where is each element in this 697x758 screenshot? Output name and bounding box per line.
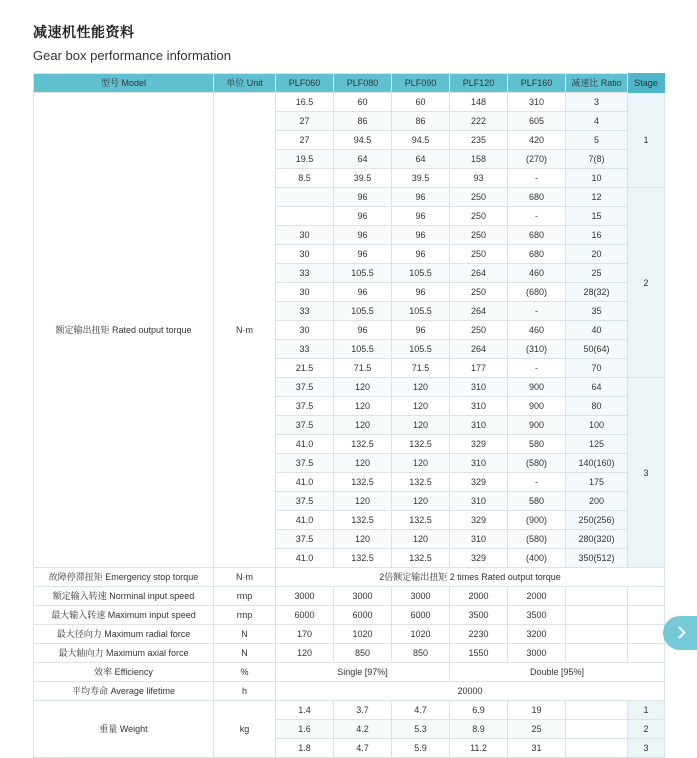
row-label-en: Norminal input speed [109,591,195,601]
row-unit-average-lifetime: h [214,682,276,701]
cell-plf160: - [508,169,566,188]
cell-plf160: (310) [508,340,566,359]
cell-plf120: 11.2 [450,739,508,758]
cell-plf160: 580 [508,435,566,454]
cell-plf080: 60 [334,93,392,112]
table-row-maximum-axial-force [34,644,665,663]
cell-plf160: 3000 [508,644,566,663]
cell-plf090: 3000 [392,587,450,606]
cell-plf120: 264 [450,340,508,359]
cell-plf120: 310 [450,492,508,511]
cell-plf060: 30 [276,321,334,340]
col-header-plf120: PLF120 [450,74,508,93]
cell-ratio: 25 [566,264,628,283]
cell-plf160: 605 [508,112,566,131]
cell-plf060: 21.5 [276,359,334,378]
cell-plf120: 264 [450,302,508,321]
cell-plf060 [276,207,334,226]
cell-plf160: 25 [508,720,566,739]
cell-plf120: 177 [450,359,508,378]
cell-plf160: 2000 [508,587,566,606]
cell-plf080: 4.2 [334,720,392,739]
table-row-nominal-input-speed [34,587,665,606]
cell-plf080: 96 [334,226,392,245]
cell-plf090: 96 [392,321,450,340]
row-label-en: Efficiency [114,667,153,677]
cell-ratio: 5 [566,131,628,150]
row-label-rated-output-torque [34,93,214,568]
table-row [34,93,665,112]
cell-plf080: 4.7 [334,739,392,758]
cell-plf080: 105.5 [334,264,392,283]
cell-plf160: 680 [508,226,566,245]
cell-plf060: 6000 [276,606,334,625]
cell-plf080: 96 [334,245,392,264]
table-row-efficiency [34,663,665,682]
cell-plf160: 900 [508,416,566,435]
table-row-maximum-radial-force [34,625,665,644]
cell-plf090: 120 [392,454,450,473]
cell-plf160: 460 [508,264,566,283]
cell-plf120: 222 [450,112,508,131]
cell-stage-1: 1 [628,93,665,188]
cell-plf090: 120 [392,397,450,416]
scroll-to-next-icon[interactable] [663,616,697,650]
cell-ratio: 15 [566,207,628,226]
row-label-cn: 额定输入转速 [52,591,107,601]
row-label-cn: 效率 [94,667,113,677]
cell-plf060: 37.5 [276,530,334,549]
cell-ratio: 7(8) [566,150,628,169]
cell-plf090: 96 [392,188,450,207]
cell-plf060: 30 [276,226,334,245]
row-label-maximum-radial-force [34,625,214,644]
cell-ratio-empty [566,625,628,644]
cell-plf090: 86 [392,112,450,131]
cell-plf060: 1.4 [276,701,334,720]
cell-stage-2: 2 [628,188,665,378]
cell-plf120: 2000 [450,587,508,606]
cell-plf060: 41.0 [276,473,334,492]
cell-plf120: 3500 [450,606,508,625]
cell-stage: 1 [628,701,665,720]
row-label-cn: 最大输入转速 [51,610,106,620]
cell-plf120: 250 [450,283,508,302]
cell-plf060: 30 [276,283,334,302]
cell-ratio-empty [566,720,628,739]
cell-plf120: 329 [450,549,508,568]
cell-plf090: 120 [392,530,450,549]
cell-plf090: 64 [392,150,450,169]
cell-plf080: 120 [334,397,392,416]
cell-plf080: 1020 [334,625,392,644]
cell-plf160: - [508,359,566,378]
cell-plf120: 310 [450,416,508,435]
cell-plf060: 37.5 [276,492,334,511]
col-header-plf080: PLF080 [334,74,392,93]
cell-plf160: 900 [508,397,566,416]
cell-plf090: 5.3 [392,720,450,739]
cell-plf120: 250 [450,188,508,207]
cell-ratio-empty [566,701,628,720]
cell-plf160: 3500 [508,606,566,625]
cell-stage-3: 3 [628,378,665,568]
cell-plf090: 120 [392,378,450,397]
cell-ratio: 3 [566,93,628,112]
cell-stage-empty [628,587,665,606]
cell-plf090: 60 [392,93,450,112]
table-row-weight [34,701,665,720]
cell-plf160: 310 [508,93,566,112]
cell-ratio: 50(64) [566,340,628,359]
row-label-cn: 平均寿命 [72,686,109,696]
page-title-en: Gear box performance information [33,48,231,63]
cell-plf090: 132.5 [392,473,450,492]
cell-plf160: (400) [508,549,566,568]
cell-plf080: 105.5 [334,340,392,359]
col-header-ratio: 减速比 Ratio [566,74,628,93]
row-label-en: Emergency stop torque [105,572,199,582]
cell-plf060: 120 [276,644,334,663]
cell-plf090: 1020 [392,625,450,644]
cell-plf160: 420 [508,131,566,150]
cell-plf120: 310 [450,454,508,473]
col-header-unit: 单位 Unit [214,74,276,93]
cell-plf060: 37.5 [276,397,334,416]
cell-plf160: 680 [508,245,566,264]
cell-plf090: 132.5 [392,511,450,530]
row-unit-efficiency: % [214,663,276,682]
cell-plf160: 900 [508,378,566,397]
cell-plf060: 37.5 [276,416,334,435]
cell-plf060: 27 [276,112,334,131]
cell-plf060: 170 [276,625,334,644]
row-label-maximum-axial-force [34,644,214,663]
cell-plf090: 105.5 [392,264,450,283]
cell-ratio: 200 [566,492,628,511]
cell-plf090: 120 [392,492,450,511]
cell-plf060: 41.0 [276,435,334,454]
cell-plf060: 41.0 [276,511,334,530]
row-unit-maximum-input-speed: rmp [214,606,276,625]
cell-ratio: 35 [566,302,628,321]
cell-plf090: 105.5 [392,302,450,321]
cell-plf060: 8.5 [276,169,334,188]
cell-ratio-empty [566,739,628,758]
table-row-emergency-stop [34,568,665,587]
cell-plf090: 96 [392,245,450,264]
cell-plf090: 71.5 [392,359,450,378]
cell-plf120: 235 [450,131,508,150]
col-header-plf160: PLF160 [508,74,566,93]
cell-plf080: 86 [334,112,392,131]
cell-plf080: 6000 [334,606,392,625]
cell-plf060: 33 [276,264,334,283]
cell-plf120: 329 [450,473,508,492]
cell-plf120: 6.9 [450,701,508,720]
cell-plf090: 96 [392,226,450,245]
cell-plf120: 310 [450,378,508,397]
cell-ratio: 140(160) [566,454,628,473]
row-label-cn: 最大径向力 [56,629,102,639]
row-label-cn: 重量 [99,724,118,734]
cell-plf160: 31 [508,739,566,758]
row-label-efficiency [34,663,214,682]
row-label-emergency-stop [34,568,214,587]
cell-plf080: 132.5 [334,511,392,530]
cell-emergency-stop-value: 2倍额定输出扭矩 2 times Rated output torque [276,568,665,587]
cell-plf160: 680 [508,188,566,207]
cell-plf090: 850 [392,644,450,663]
cell-plf090: 5.9 [392,739,450,758]
cell-ratio: 100 [566,416,628,435]
cell-plf060: 1.8 [276,739,334,758]
cell-plf060 [276,188,334,207]
col-header-plf090: PLF090 [392,74,450,93]
cell-ratio: 10 [566,169,628,188]
cell-ratio: 175 [566,473,628,492]
cell-plf160: 3200 [508,625,566,644]
cell-plf080: 120 [334,454,392,473]
row-label-en: Maximum radial force [104,629,191,639]
cell-plf060: 30 [276,245,334,264]
cell-plf090: 132.5 [392,549,450,568]
cell-plf160: (900) [508,511,566,530]
cell-plf080: 3000 [334,587,392,606]
cell-plf080: 105.5 [334,302,392,321]
cell-plf060: 33 [276,340,334,359]
cell-ratio: 28(32) [566,283,628,302]
cell-ratio: 12 [566,188,628,207]
cell-plf120: 250 [450,245,508,264]
cell-plf120: 1550 [450,644,508,663]
cell-plf090: 132.5 [392,435,450,454]
cell-plf090: 96 [392,207,450,226]
cell-plf080: 132.5 [334,549,392,568]
cell-plf080: 850 [334,644,392,663]
row-label-en: Maximum axial force [106,648,189,658]
cell-plf060: 16.5 [276,93,334,112]
table-body [34,93,665,758]
cell-plf160: - [508,302,566,321]
cell-plf060: 3000 [276,587,334,606]
table-row-average-lifetime [34,682,665,701]
row-label-cn: 额定输出扭矩 [55,325,110,335]
row-label-cn: 最大轴向力 [58,648,104,658]
cell-average-lifetime-value: 20000 [276,682,665,701]
cell-ratio: 250(256) [566,511,628,530]
cell-plf060: 37.5 [276,378,334,397]
row-unit-weight: kg [214,701,276,758]
cell-plf120: 2230 [450,625,508,644]
cell-plf120: 310 [450,397,508,416]
cell-plf160: 580 [508,492,566,511]
cell-plf160: - [508,473,566,492]
cell-plf060: 37.5 [276,454,334,473]
table-header-row [34,74,665,93]
cell-plf120: 250 [450,226,508,245]
cell-efficiency-single: Single [97%] [276,663,450,682]
cell-ratio-empty [566,587,628,606]
cell-ratio-empty [566,644,628,663]
cell-plf090: 4.7 [392,701,450,720]
gearbox-spec-table [33,73,665,758]
cell-plf120: 310 [450,530,508,549]
cell-efficiency-double: Double [95%] [450,663,665,682]
cell-plf160: (580) [508,530,566,549]
row-label-nominal-input-speed [34,587,214,606]
cell-plf090: 6000 [392,606,450,625]
cell-ratio: 280(320) [566,530,628,549]
row-label-cn: 故障停滞扭矩 [48,572,103,582]
cell-plf120: 8.9 [450,720,508,739]
row-label-average-lifetime [34,682,214,701]
cell-plf080: 64 [334,150,392,169]
row-unit-nominal-input-speed: rmp [214,587,276,606]
row-unit-emergency-stop: N·m [214,568,276,587]
cell-ratio: 70 [566,359,628,378]
cell-ratio: 20 [566,245,628,264]
table-row-maximum-input-speed [34,606,665,625]
row-label-en: Weight [119,724,148,734]
cell-plf060: 41.0 [276,549,334,568]
cell-plf120: 148 [450,93,508,112]
cell-plf090: 120 [392,416,450,435]
cell-plf060: 27 [276,131,334,150]
col-header-stage: Stage [628,74,665,93]
cell-stage: 2 [628,720,665,739]
row-label-en: Average lifetime [110,686,175,696]
cell-ratio: 125 [566,435,628,454]
cell-plf160: (680) [508,283,566,302]
cell-plf160: (270) [508,150,566,169]
row-label-en: Rated output torque [111,325,192,335]
cell-ratio: 80 [566,397,628,416]
cell-plf060: 33 [276,302,334,321]
cell-stage-empty [628,625,665,644]
cell-plf060: 1.6 [276,720,334,739]
col-header-model: 型号 Model [34,74,214,93]
cell-plf160: 19 [508,701,566,720]
row-unit-maximum-radial-force: N [214,625,276,644]
cell-plf080: 3.7 [334,701,392,720]
cell-plf160: - [508,207,566,226]
cell-plf120: 329 [450,435,508,454]
cell-ratio: 4 [566,112,628,131]
cell-plf080: 120 [334,416,392,435]
cell-plf080: 96 [334,321,392,340]
cell-plf080: 120 [334,378,392,397]
cell-plf120: 250 [450,207,508,226]
cell-plf080: 39.5 [334,169,392,188]
page-title-cn: 减速机性能资料 [33,24,135,40]
cell-ratio: 350(512) [566,549,628,568]
cell-ratio-empty [566,606,628,625]
col-header-plf060: PLF060 [276,74,334,93]
cell-plf160: 460 [508,321,566,340]
cell-plf090: 94.5 [392,131,450,150]
cell-plf080: 96 [334,188,392,207]
cell-plf090: 96 [392,283,450,302]
cell-ratio: 64 [566,378,628,397]
cell-ratio: 16 [566,226,628,245]
cell-plf160: (580) [508,454,566,473]
cell-plf120: 329 [450,511,508,530]
cell-plf080: 96 [334,207,392,226]
cell-plf120: 264 [450,264,508,283]
row-label-en: Maximum input speed [107,610,196,620]
cell-stage: 3 [628,739,665,758]
cell-plf090: 105.5 [392,340,450,359]
cell-stage-empty [628,606,665,625]
cell-plf080: 71.5 [334,359,392,378]
cell-plf080: 132.5 [334,435,392,454]
cell-stage-empty [628,644,665,663]
cell-plf080: 120 [334,492,392,511]
row-label-maximum-input-speed [34,606,214,625]
cell-plf060: 19.5 [276,150,334,169]
cell-plf120: 93 [450,169,508,188]
cell-plf080: 96 [334,283,392,302]
cell-plf090: 39.5 [392,169,450,188]
row-label-weight [34,701,214,758]
cell-plf120: 158 [450,150,508,169]
cell-plf080: 94.5 [334,131,392,150]
cell-plf080: 120 [334,530,392,549]
row-unit-rated-output-torque: N·m [214,93,276,568]
row-unit-maximum-axial-force: N [214,644,276,663]
cell-plf080: 132.5 [334,473,392,492]
cell-ratio: 40 [566,321,628,340]
cell-plf120: 250 [450,321,508,340]
